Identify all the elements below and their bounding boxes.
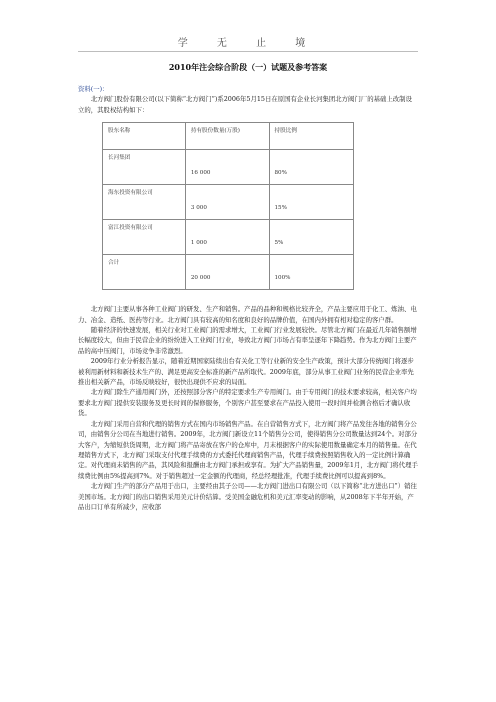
document-title: 2010年注会综合阶段（一）试题及参考答案 — [168, 62, 328, 72]
table-cell — [185, 150, 269, 185]
table-cell: 长河集团 — [103, 150, 186, 185]
share-count: 16 000 — [190, 170, 211, 177]
table-row — [103, 150, 354, 185]
table-header-row — [103, 123, 354, 150]
body-paragraph: 北方阀门主要从事各种工业阀门的研发、生产和销售。产品的品种和规格比较齐全，产品主要应用于化工、炼油、电力、冶金、造纸、医药等行业。北方阀门具有较高的知名度和良好的品牌价值，在国内外拥有相对稳定的客户群。 — [78, 305, 417, 324]
table-cell — [185, 185, 269, 220]
table-header-cell: 股东名称 — [103, 123, 186, 150]
table-cell: 富江投资有限公司 — [103, 220, 186, 255]
intro-paragraph: 北方阀门股份有限公司(以下简称“北方阀门”)系2006年5月15日在原国有企业长河集团北方阀门厂的基础上改制设立的，其股权结构如下： — [78, 95, 412, 114]
page-header: 学 无 止 境 — [177, 38, 319, 49]
share-ratio: 5% — [274, 240, 284, 247]
body-paragraph: 北方阀门除生产通用阀门外，还按照部分客户的特定要求生产专用阀门。由于专用阀门的技术要求较高，相关客户均要求北方阀门提供安装服务及更长时间的保修服务，个别客户甚至要求在产品投入使用一段时间并检测合格后才确认收货。 — [78, 388, 417, 418]
header-divider — [78, 51, 418, 52]
table-header-cell: 持有股份数量(万股) — [185, 123, 269, 150]
table-cell: 合计 — [103, 255, 186, 290]
share-ratio: 80% — [274, 170, 287, 177]
share-ratio: 15% — [274, 205, 287, 212]
share-count: 3 000 — [190, 205, 207, 212]
table-cell — [269, 150, 354, 185]
share-count: 20 000 — [190, 275, 211, 282]
table-cell — [269, 220, 354, 255]
body-paragraph: 2009年行业分析报告显示，随着近期国家陆续出台有关化工等行业新的安全生产政策，预计大部分传统阀门将逐步被利用新材料和新技术生产的、满足更高安全标准的新产品所取代。2009年底，部分从事工业阀门业务的民营企业率先推出相关新产品，市场反映较好，很快出现供不应求的局面。 — [78, 357, 414, 387]
document-body — [78, 84, 418, 512]
table-total-row — [103, 255, 354, 290]
table-row — [103, 185, 354, 220]
body-paragraph: 北方阀门采用自营和代理的销售方式在国内市场销售产品。在自营销售方式下，北方阀门将产品发往各地的销售分公司，由销售分公司在当地进行销售。2009年，北方阀门新设立11个销售分公司，使得销售分公司数量达到24个。对部分大客户，为缩短供货周期，北方阀门将产品寄放在客户的仓库中，月末根据客户的实际使用数量确定本月的销售量。在代理销售方式下，北方阀门采取支付代理手续费的方式委托代理商销售产品，代理手续费按照销售收入的一定比例计算确定。对代理商未销售的产品，其风险和报酬由北方阀门承担或享有。为扩大产品销售量，2009年1月，北方阀门将代理手续费比例由5%提高到7%。对于销售超过一定金额的代理商，经总经理批准，代理手续费比例可以提高到8%。 — [78, 419, 418, 480]
body-paragraph: 随着经济的快速发展，相关行业对工业阀门的需求增大，工业阀门行业发展较快。尽管北方阀门在最近几年销售额增长幅度较大，但由于民营企业的纷纷进入工业阀门行业，导致北方阀门市场占有率呈逐年下降趋势。作为北方阀门主要产品的高中压阀门，市场竞争非常激烈。 — [78, 326, 417, 355]
section-label: 资料(一)： — [78, 85, 109, 93]
table-cell — [269, 185, 354, 220]
table-cell — [185, 220, 269, 255]
table-cell — [185, 255, 269, 290]
table-row — [103, 220, 354, 255]
table-cell: 海东投资有限公司 — [103, 185, 186, 220]
shareholder-table — [102, 122, 354, 290]
share-ratio: 100% — [274, 275, 291, 282]
table-cell — [269, 255, 354, 290]
body-paragraph: 北方阀门生产的部分产品用于出口，主要经由其子公司——北方阀门进出口有限公司（以下简称“北方进出口”）销往美国市场。北方阀门的出口销售采用美元计价结算。受美国金融危机和美元汇率变动的影响，从2008年下半年开始，产品出口订单有所减少，应收部 — [78, 482, 417, 511]
share-count: 1 000 — [190, 240, 207, 247]
table-header-cell: 持股比例 — [269, 123, 354, 150]
